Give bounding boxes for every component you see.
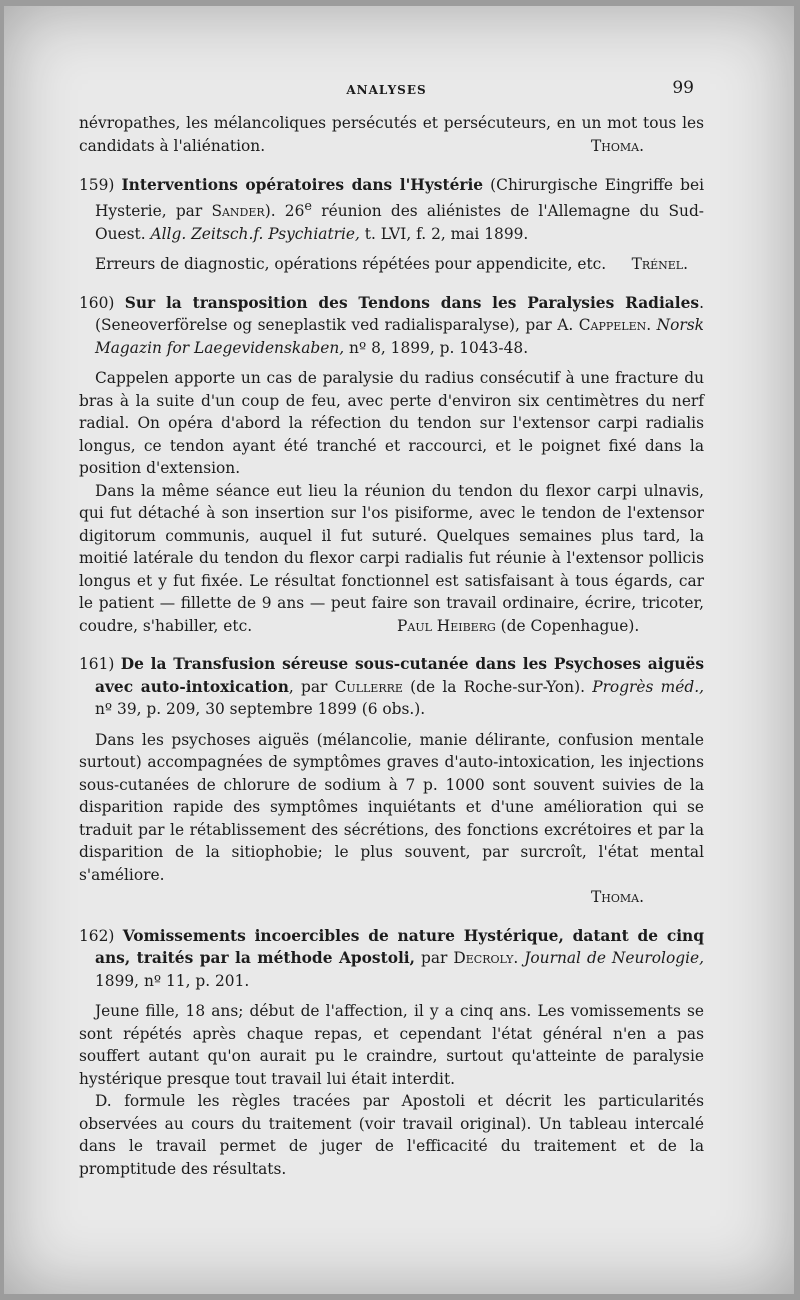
entry-signature: Trénel. [631,255,688,274]
entry-paragraph: Dans les psychoses aiguës (mélancolie, manie délirante, confusion mentale surtout) accompagnées de symptômes graves d'auto-intoxication, les injections sous-cutanées de chlorure de sodium à 7 p. 1000 sont souvent suivies de la disparition rapide des symptômes inquiétants et d'une amélioration qui se traduit par le rétablissement des sécrétions, des fonctions excrétoires et par la disparition de la sitiophobie; le plus souvent, par surcroît, l'état mental s'améliore. [79,730,704,884]
entry-title: Sur la transposition des Tendons dans les Paralysies Radiales [124,293,700,312]
intro-signature: Thoma. [591,137,644,155]
entry-paragraph: D. formule les règles tracées par Apostoli et décrit les particularités observées au cours du traitement (voir travail original). Un tableau intercalé dans le travail permet de juger de l'efficacité du traitement et de la promptitude des résultats. [79,1092,704,1178]
entry-162 [79,925,704,1181]
journal: Journal de Neurologie, [524,949,704,968]
intro-paragraph: névropathes, les mélancoliques persécutés et persécuteurs, en un mot tous les candidats à l'aliénation. [79,114,704,155]
author: Cullerre [334,677,403,696]
running-head: ANALYSES [346,83,427,97]
page-header [79,78,694,102]
page [4,6,794,1294]
entry-heading: 161) De la Transfusion séreuse sous-cutanée dans les Psychoses aiguës avec auto-intoxication, par Cullerre (de la Roche-sur-Yon). Progrès méd., nº 39, p. 209, 30 septembre 1899 (6 obs.). [79,655,704,719]
author: Cappelen [578,316,647,335]
entry-paragraph: Jeune fille, 18 ans; début de l'affection, il y a cinq ans. Les vomissements se sont répétés après chaque repas, et cependant l'état général n'en a pas souffert autant qu'on aurait pu le craindre, surtout qu'atteinte de paralysie hystérique presque tout travail lui était interdit. [79,1002,704,1088]
page-content [79,112,704,1180]
journal: Progrès méd., [592,677,704,696]
entry-160 [79,292,704,638]
entry-heading: 160) Sur la transposition des Tendons dans les Paralysies Radiales. (Seneoverförelse og seneplastik ved radialisparalyse), par A. Cappelen. Norsk Magazin for Laegevidenskaben, nº 8, 1899, p. 1043-48. [79,293,704,357]
entry-heading: 162) Vomissements incoercibles de nature Hystérique, datant de cinq ans, traités par la méthode Apostoli, par Decroly. Journal de Neurologie, 1899, nº 11, p. 201. [79,926,704,990]
entry-title: De la Transfusion séreuse sous-cutanée dans les Psychoses aiguës avec auto-intoxication [95,655,704,696]
entry-title: Vomissements incoercibles de nature Hystérique, datant de cinq ans, traités par la méthode Apostoli, [95,926,704,968]
entry-title: Interventions opératoires dans l'Hystérie [121,175,484,194]
entry-paragraph: Cappelen apporte un cas de paralysie du radius consécutif à une fracture du bras à la suite d'un coup de feu, avec perte d'environ six centimètres du nerf radial. On opéra d'abord la réfection du tendon sur l'extensor carpi radialis longus, ce tendon ayant été tranché et raccourci, et le poignet fixé dans la position d'extension. [79,369,704,478]
author: Sander [211,202,265,221]
entry-paragraph: Dans la même séance eut lieu la réunion du tendon du flexor carpi ulnavis, qui fut détaché à son insertion sur l'os pisiforme, avec le tendon de l'extensor digitorum communis, auquel il fut suturé. Quelques semaines plus tard, la moitié latérale du tendon du flexor carpi radialis fut réunie à l'extensor pollicis longus et y fut fixée. Le résultat fonctionnel est satisfaisant à tous égards, car le patient — fillette de 9 ans — peut faire son travail ordinaire, écrire, tricoter, coudre, s'habiller, etc. Paul Heiberg (de Copenhague). [79,481,704,635]
entry-heading: 159) Interventions opératoires dans l'Hystérie (Chirurgische Eingriffe bei Hysterie, par Sander). 26e réunion des aliénistes de l'Allemagne du Sud-Ouest. Allg. Zeitsch.f. Psychiatrie, t. LVI, f. 2, mai 1899. [79,175,704,243]
journal: Norsk Magazin for Laegevidenskaben, [95,316,704,357]
page-number: 99 [672,78,694,98]
journal: Allg. Zeitsch.f. Psychiatrie, [150,224,360,243]
entry-signature: Paul Heiberg [397,616,496,635]
entry-signature-line [79,886,704,909]
entry-161 [79,653,704,909]
entry-signature: Thoma. [591,888,644,907]
entry-159 [79,174,704,276]
entry-paragraph: Erreurs de diagnostic, opérations répétées pour appendicite, etc. Trénel. [79,253,704,276]
spacer [79,158,704,174]
author: Decroly [453,949,514,968]
